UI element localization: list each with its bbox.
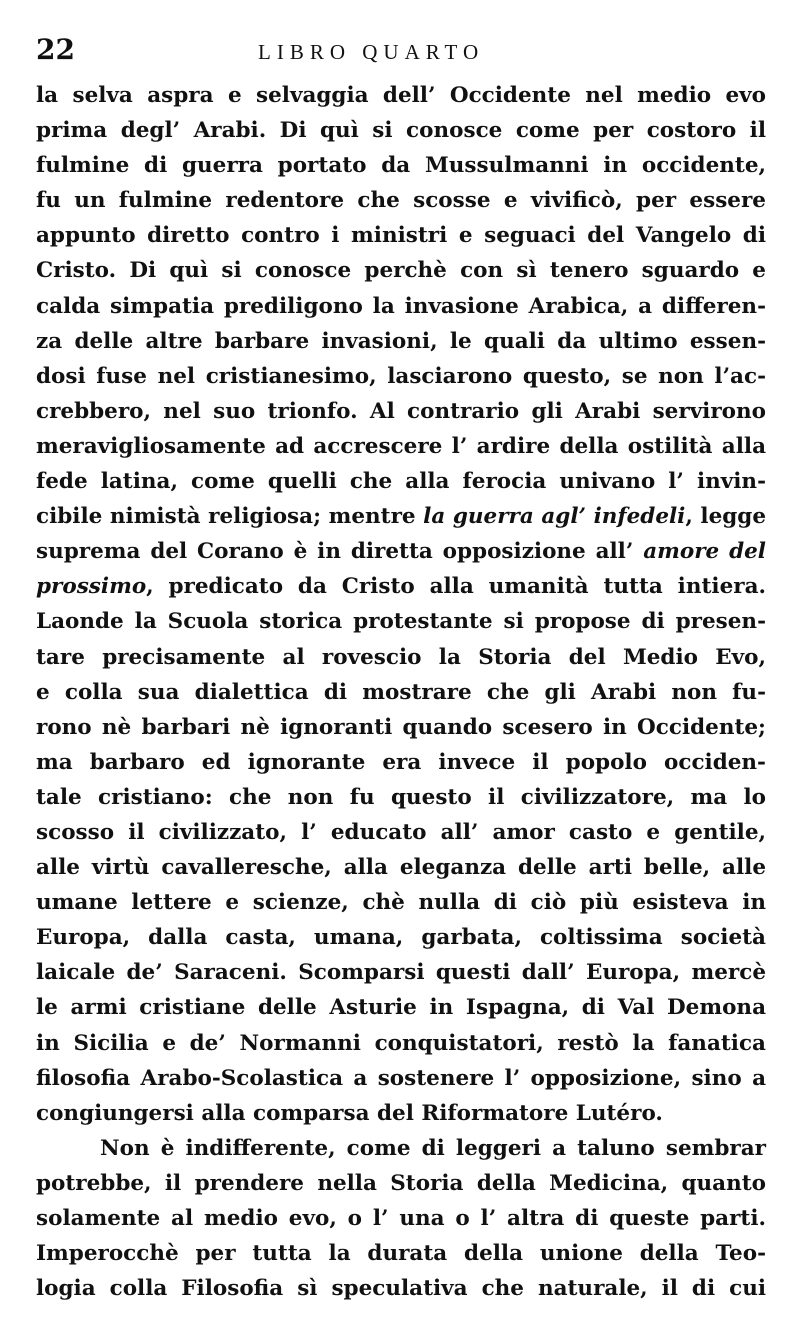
- text-line: [36, 850, 766, 885]
- text-line: [36, 990, 766, 1025]
- text-run: congiungersi alla comparsa del Riformatore Lutéro.: [36, 1100, 663, 1126]
- page-number: 22: [36, 33, 75, 66]
- text-line: [36, 1096, 766, 1131]
- italic-text: la guerra agl’ infedeli: [423, 504, 686, 530]
- text-run: logia colla Filosofia sì speculativa che naturale, il di cui: [36, 1276, 766, 1302]
- text-line: [36, 955, 766, 990]
- text-run: Europa, dalla casta, umana, garbata, coltissima società: [36, 925, 766, 951]
- text-line: [36, 1271, 766, 1306]
- text-line: [36, 394, 766, 429]
- text-line: [36, 1061, 766, 1096]
- text-run: umane lettere e scienze, chè nulla di ciò più esisteva in: [36, 890, 766, 916]
- italic-text: prossimo: [36, 574, 147, 600]
- italic-text: amore del: [643, 539, 766, 565]
- text-line: [36, 640, 766, 675]
- text-line: [36, 183, 766, 218]
- text-run: ma barbaro ed ignorante era invece il popolo occiden-: [36, 749, 766, 775]
- text-line: [36, 675, 766, 710]
- text-run: filosofia Arabo-Scolastica a sostenere l’ opposizione, sino a: [36, 1065, 766, 1091]
- text-line: [36, 464, 766, 499]
- text-line: [36, 1201, 766, 1236]
- text-run: fulmine di guerra portato da Mussulmanni in occidente,: [36, 153, 766, 179]
- text-line: [36, 710, 766, 745]
- text-run: tale cristiano: che non fu questo il civilizzatore, ma lo: [36, 784, 766, 810]
- text-run: Imperocchè per tutta la durata della unione della Teo-: [36, 1241, 766, 1267]
- text-run: tare precisamente al rovescio la Storia del Medio Evo,: [36, 644, 766, 670]
- text-run: Laonde la Scuola storica protestante si propose di presen-: [36, 609, 766, 635]
- text-run: Non è indifferente, come di leggeri a taluno sembrar: [100, 1135, 766, 1161]
- text-run: dosi fuse nel cristianesimo, lasciarono questo, se non l’ac-: [36, 363, 766, 389]
- text-line: [36, 604, 766, 639]
- text-run: cibile nimistà religiosa; mentre: [36, 504, 424, 530]
- text-line: [36, 429, 766, 464]
- text-line: [36, 534, 766, 569]
- text-run: prima degl’ Arabi. Di quì si conosce come per costoro il: [36, 118, 766, 144]
- text-line: [36, 920, 766, 955]
- text-run: , legge: [685, 504, 767, 530]
- text-line: [36, 780, 766, 815]
- text-run: in Sicilia e de’ Normanni conquistatori, restò la fanatica: [36, 1030, 766, 1056]
- text-line: [36, 324, 766, 359]
- text-line: [36, 1131, 766, 1166]
- text-run: potrebbe, il prendere nella Storia della Medicina, quanto: [36, 1170, 766, 1196]
- text-run: rono nè barbari nè ignoranti quando scesero in Occidente;: [36, 714, 766, 740]
- text-run: appunto diretto contro i ministri e seguaci del Vangelo di: [36, 223, 766, 249]
- text-run: fu un fulmine redentore che scosse e vivificò, per essere: [36, 188, 766, 214]
- text-line: [36, 569, 766, 604]
- text-line: [36, 885, 766, 920]
- text-line: [36, 499, 766, 534]
- text-run: , predicato da Cristo alla umanità tutta intiera.: [146, 574, 766, 600]
- text-run: suprema del Corano è in diretta opposizione all’: [36, 539, 644, 565]
- text-run: laicale de’ Saraceni. Scomparsi questi dall’ Europa, mercè: [36, 960, 766, 986]
- text-line: [36, 1166, 766, 1201]
- text-line: [36, 1026, 766, 1061]
- text-run: crebbero, nel suo trionfo. Al contrario gli Arabi servirono: [36, 398, 766, 424]
- text-line: [36, 218, 766, 253]
- text-run: solamente al medio evo, o l’ una o l’ altra di queste parti.: [36, 1206, 766, 1231]
- running-head: LIBRO QUARTO: [258, 40, 485, 64]
- text-line: [36, 113, 766, 148]
- text-line: [36, 359, 766, 394]
- text-run: le armi cristiane delle Asturie in Ispagna, di Val Demona: [36, 995, 766, 1021]
- text-run: e colla sua dialettica di mostrare che gli Arabi non fu-: [36, 679, 766, 705]
- text-run: Cristo. Di quì si conosce perchè con sì tenero sguardo e: [36, 258, 766, 284]
- text-run: calda simpatia prediligono la invasione Arabica, a differen-: [36, 293, 766, 319]
- text-line: [36, 148, 766, 183]
- text-line: [36, 815, 766, 850]
- page-header: [36, 30, 766, 74]
- text-run: fede latina, come quelli che alla ferocia univano l’ invin-: [36, 469, 766, 495]
- text-line: [36, 253, 766, 288]
- text-run: za delle altre barbare invasioni, le quali da ultimo essen-: [36, 328, 766, 354]
- text-run: meravigliosamente ad accrescere l’ ardire della ostilità alla: [36, 433, 766, 459]
- body-text: [36, 78, 766, 1306]
- text-run: la selva aspra e selvaggia dell’ Occidente nel medio evo: [36, 83, 766, 108]
- text-line: [36, 78, 766, 113]
- text-run: scosso il civilizzato, l’ educato all’ amor casto e gentile,: [36, 819, 766, 845]
- text-line: [36, 745, 766, 780]
- text-line: [36, 289, 766, 324]
- text-line: [36, 1236, 766, 1271]
- text-run: alle virtù cavalleresche, alla eleganza delle arti belle, alle: [36, 855, 766, 881]
